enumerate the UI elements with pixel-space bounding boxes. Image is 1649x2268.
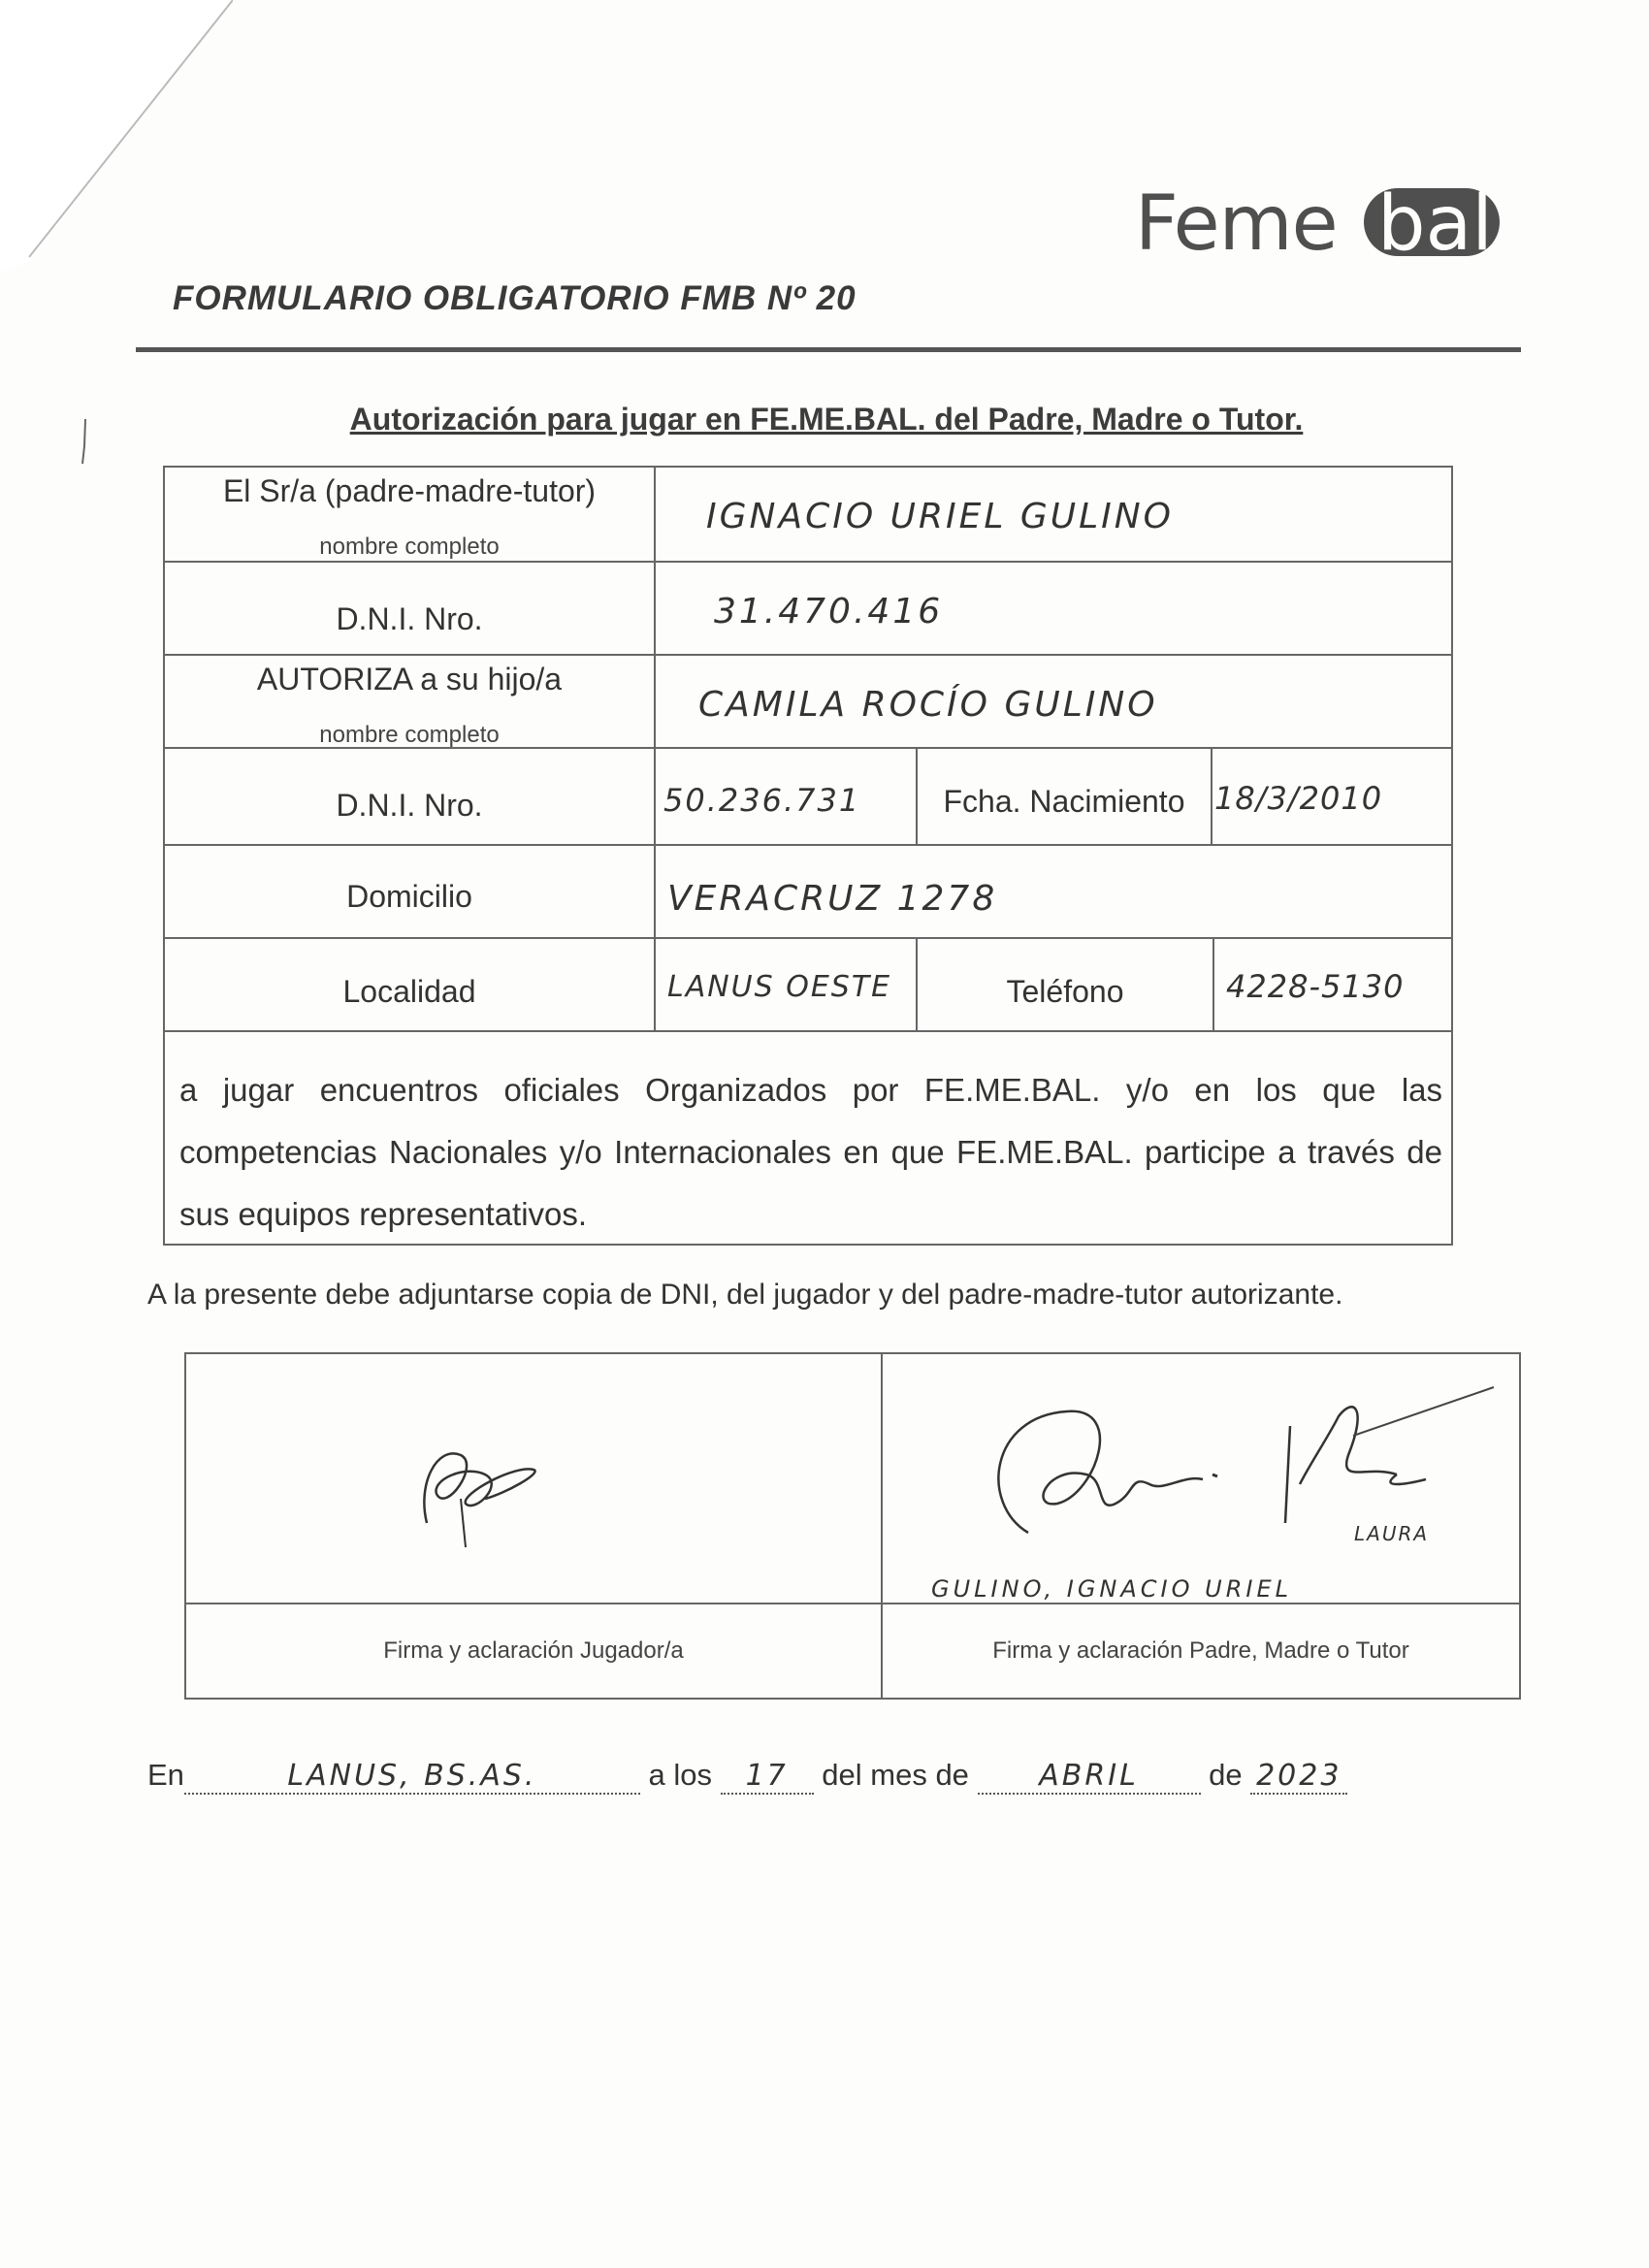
subtitle-text: Autorización para jugar en FE.ME.BAL. del Padre, Madre o Tutor. [349, 402, 1304, 437]
footer-place-value: LANUS, BS.AS. [287, 1759, 537, 1793]
title-rule [136, 347, 1521, 352]
footer-del-mes: del mes de [822, 1758, 969, 1792]
footer-day-value: 17 [745, 1759, 789, 1793]
column-divider [1211, 747, 1212, 844]
footer-month-value: ABRIL [1039, 1759, 1139, 1793]
phone-label: Teléfono [1006, 974, 1124, 1009]
footer-month [978, 1758, 1201, 1795]
parent-name-value: IGNACIO URIEL GULINO [706, 497, 1175, 536]
date-place-line [147, 1758, 1347, 1795]
table-border-top [163, 466, 1453, 468]
child-sublabel: nombre completo [319, 722, 500, 748]
sig-divider [184, 1603, 1521, 1604]
parent-signature-caption: Firma y aclaración Padre, Madre o Tutor [992, 1637, 1409, 1664]
footer-day [721, 1758, 814, 1795]
authorization-text: a jugar encuentros oficiales Organizados por FE.ME.BAL. y/o en los que las competencias Nacionales y/o Internacionales en que FE.ME.BAL. participe a través de sus equipos representativos. [179, 1072, 1442, 1232]
form-title: FORMULARIO OBLIGATORIO FMB Nº 20 [173, 279, 857, 317]
footer-en: En [147, 1758, 184, 1792]
address-value: VERACRUZ 1278 [667, 879, 998, 919]
femebal-logo [1135, 175, 1513, 272]
city-value: LANUS OESTE [667, 970, 892, 1004]
row-divider [163, 844, 1453, 846]
parent-signature [970, 1377, 1513, 1562]
row-divider [163, 1030, 1453, 1032]
city-label: Localidad [342, 974, 476, 1009]
attachment-note: A la presente debe adjuntarse copia de DNI, del jugador y del padre-madre-tutor autorizante. [147, 1279, 1343, 1311]
parent-sublabel: nombre completo [319, 534, 500, 560]
child-dni-label: D.N.I. Nro. [336, 788, 483, 823]
column-divider [654, 466, 656, 1032]
page-fold-corner [0, 0, 233, 272]
birth-date-label: Fcha. Nacimiento [943, 784, 1185, 819]
logo-text-bal: bal [1377, 180, 1493, 268]
footer-year [1250, 1758, 1347, 1795]
footer-de: de [1209, 1758, 1243, 1792]
footer-place [184, 1758, 640, 1795]
parent-label: El Sr/a (padre-madre-tutor) [222, 473, 597, 508]
form-subtitle [0, 402, 1649, 437]
second-signer-text: LAURA [1354, 1522, 1430, 1545]
row-divider [163, 654, 1453, 656]
sig-border-top [184, 1352, 1521, 1354]
parent-clarification-text: GULINO, IGNACIO URIEL [931, 1575, 1292, 1603]
table-border-left [163, 466, 165, 1246]
child-label: AUTORIZA a su hijo/a [256, 662, 563, 697]
player-signature-caption: Firma y aclaración Jugador/a [383, 1637, 684, 1664]
phone-value: 4228-5130 [1226, 968, 1405, 1005]
row-divider [163, 561, 1453, 563]
birth-date-value: 18/3/2010 [1214, 780, 1383, 817]
table-border-right [1451, 466, 1453, 1246]
logo-text-feme: Feme [1135, 180, 1338, 268]
parent-clarification [931, 1566, 1292, 1605]
player-signature [407, 1426, 553, 1562]
second-signer-name [1354, 1509, 1429, 1549]
footer-year-value: 2023 [1256, 1759, 1342, 1793]
row-divider [163, 937, 1453, 939]
parent-dni-label: D.N.I. Nro. [336, 601, 483, 636]
address-label: Domicilio [346, 879, 472, 914]
sig-border-bottom [184, 1698, 1521, 1700]
parent-dni-value: 31.470.416 [714, 592, 944, 632]
column-divider [1212, 937, 1214, 1032]
sig-border-right [1519, 1352, 1521, 1700]
child-name-value: CAMILA ROCÍO GULINO [698, 685, 1158, 725]
child-dni-value: 50.236.731 [663, 782, 861, 819]
footer-a-los: a los [648, 1758, 713, 1792]
